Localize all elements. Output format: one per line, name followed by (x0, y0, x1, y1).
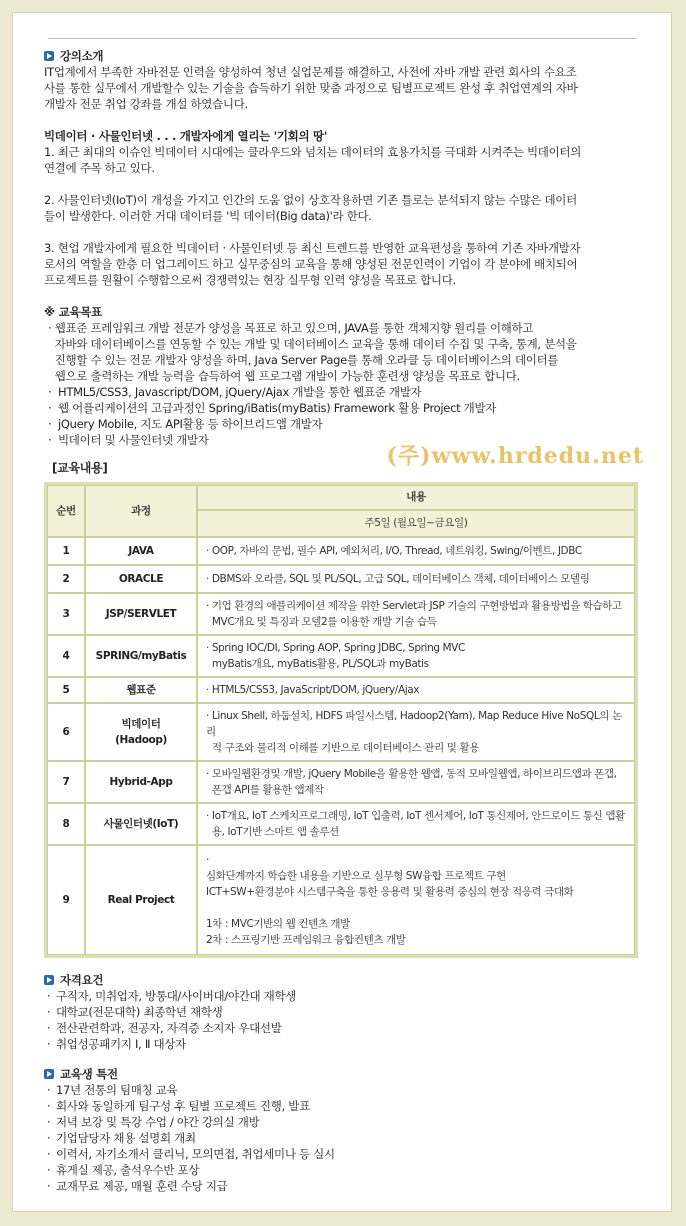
goals-item: · 빅데이터 및 사물인터넷 개발자 (44, 432, 644, 448)
goals-item: · 웹 어플리케이션의 고급과정인 Spring/iBatis(myBatis) Framework 활용 Project 개발자 (44, 400, 644, 416)
curriculum-label: [교육내용] (52, 461, 108, 475)
detail-line: ICT+SW+환경분야 시스템구축을 통한 응용력 및 활용력 중심의 현장 적응력 극대화 (206, 886, 574, 898)
table-row (47, 845, 635, 955)
goals-desc-line: 자바와 데이터베이스를 연동할 수 있는 개발 및 데이터베이스 교육을 통해 데이터 수집 및 구축, 통계, 분석을 (48, 337, 577, 351)
detail-line: 1차 : MVC기반의 웹 컨텐츠 개발 (206, 918, 350, 930)
detail-line: · 기업 환경의 애플리케이션 제작을 위한 Servlet과 JSP 기술의 구현방법과 활용방법을 학습하고 (206, 600, 622, 612)
row-detail (197, 565, 635, 593)
header-schedule: 주5일 (월요일~금요일) (197, 510, 635, 537)
row-course: JSP/SERVLET (85, 593, 197, 635)
curriculum-table (44, 482, 638, 958)
qualification-list (44, 988, 644, 1052)
benefits-item: · 이력서, 자기소개서 클리닉, 모의면접, 취업세미나 등 실시 (44, 1146, 644, 1162)
site-watermark: (주)www.hrdedu.net (386, 443, 644, 469)
detail-line: · 모바일웹환경및 개발, jQuery Mobile을 활용한 웹앱, 동적 모바일웹앱, 하이브리드앱과 폰갭, (206, 768, 617, 780)
benefits-item: · 기업담당자 채용 설명회 개최 (44, 1130, 644, 1146)
row-number: 5 (47, 677, 85, 703)
goals-desc-line: 진행할 수 있는 전문 개발자 양성을 하며, Java Server Page를 통해 오라클 등 데이터베이스의 데이터를 (48, 353, 559, 367)
table-row (47, 537, 635, 565)
goals-item: · jQuery Mobile, 지도 API활용 등 하이브리드앱 개발자 (44, 416, 644, 432)
row-detail (197, 537, 635, 565)
row-detail (197, 845, 635, 955)
detail-line: myBatis개요, myBatis활용, PL/SQL과 myBatis (206, 658, 429, 670)
goals-desc-line: 웹으로 출력하는 개발 능력을 습득하여 웹 프로그램 개발이 가능한 훈련생 양성을 목표로 합니다. (48, 369, 520, 383)
benefits-item: · 휴게실 제공, 출석우수반 포상 (44, 1162, 644, 1178)
goals-desc-line: · 웹표준 프레임워크 개발 전문가 양성을 목표로 하고 있으며, JAVA를 통한 객체지향 원리를 이해하고 (48, 321, 534, 335)
bigdata-p2-line: 들이 발생한다. 이러한 거대 데이터를 '빅 데이터(Big data)'라 한다. (44, 209, 372, 223)
detail-line: · OOP, 자바의 문법, 필수 API, 예외처리, I/O, Thread, 네트워킹, Swing/이벤트, JDBC (206, 545, 582, 557)
intro-heading (44, 48, 644, 64)
row-detail (197, 593, 635, 635)
row-course: Hybrid-App (85, 761, 197, 803)
section-arrow-icon (44, 51, 54, 61)
row-course: JAVA (85, 537, 197, 565)
table-row (47, 677, 635, 703)
qualification-heading (44, 972, 644, 988)
qualification-item: · 전산관련학과, 전공자, 자격증 소지자 우대선발 (44, 1020, 644, 1036)
table-row (47, 593, 635, 635)
benefits-item: · 회사와 동일하게 팀구성 후 팀별 프로젝트 진행, 발표 (44, 1098, 644, 1114)
row-course: Real Project (85, 845, 197, 955)
row-course (85, 703, 197, 761)
curriculum-block (44, 443, 644, 958)
row-course: SPRING/myBatis (85, 635, 197, 677)
row-detail (197, 803, 635, 845)
qualification-item: · 구직자, 미취업자, 방통대/사이버대/야간대 재학생 (44, 988, 644, 1004)
course-line: (Hadoop) (115, 734, 167, 746)
detail-line: · IoT개요, IoT 스케치프로그래밍, IoT 입출력, IoT 센서제어, IoT 통신제어, 안드로이드 통신 앱활 (206, 810, 625, 822)
detail-line: · Spring IOC/DI, Spring AOP, Spring JDBC, Spring MVC (206, 642, 465, 654)
bigdata-p3-line: 로서의 역할을 한층 더 업그레이드 하고 실무중심의 교육을 통해 양성된 전문인력이 기업이 각 분야에 배치되어 (44, 257, 578, 271)
bigdata-p1-line: 1. 최근 최대의 이슈인 빅데이터 시대에는 클라우드와 넘치는 데이터의 효용가치를 극대화 시켜주는 빅데이터의 (44, 145, 582, 159)
row-detail (197, 677, 635, 703)
detail-line: 2차 : 스프링기반 프레임워크 융합컨텐츠 개발 (206, 934, 406, 946)
row-course: 웹표준 (85, 677, 197, 703)
detail-line: · Linux Shell, 하둡설치, HDFS 파일시스템, Hadoop2(Yarn), Map Reduce Hive NoSQL의 논리 (206, 710, 622, 738)
detail-line: MVC개요 및 특징과 모델2를 이용한 개발 기술 습득 (206, 616, 437, 628)
row-number: 4 (47, 635, 85, 677)
qualification-item: · 대학교(전문대학) 최종학년 재학생 (44, 1004, 644, 1020)
detail-line: 적 구조와 물리적 이해를 기반으로 데이터베이스 관리 및 활용 (206, 742, 479, 754)
header-course: 과정 (85, 485, 197, 537)
goals-list (44, 384, 644, 448)
goals-item: · HTML5/CSS3, Javascript/DOM, jQuery/Ajax 개발을 통한 웹표준 개발자 (44, 384, 644, 400)
benefits-heading (44, 1066, 644, 1082)
table-row (47, 803, 635, 845)
course-line: 빅데이터 (121, 718, 161, 730)
benefits-item: · 저녁 보강 및 특강 수업 / 야간 강의실 개방 (44, 1114, 644, 1130)
row-number: 1 (47, 537, 85, 565)
intro-line: 개발자 전문 취업 강좌를 개설 하였습니다. (44, 97, 248, 111)
section-arrow-icon (44, 1069, 54, 1079)
bigdata-p3-line: 프로젝트를 원활이 수행함으로써 경쟁력있는 현장 실무형 인력 양성을 목표로 합니다. (44, 273, 456, 287)
benefits-list (44, 1082, 644, 1194)
detail-line: · DBMS와 오라클, SQL 및 PL/SQL, 고급 SQL, 데이터베이스 객체, 데이터베이스 모델링 (206, 573, 590, 585)
row-number: 2 (47, 565, 85, 593)
row-detail (197, 703, 635, 761)
row-number: 8 (47, 803, 85, 845)
benefits-heading-text: 교육생 특전 (60, 1067, 118, 1081)
table-row (47, 635, 635, 677)
benefits-item: · 교재무료 제공, 매월 훈련 수당 지급 (44, 1178, 644, 1194)
benefits-item: · 17년 전통의 팀매칭 교육 (44, 1082, 644, 1098)
bigdata-heading: 빅데이터 · 사물인터넷 . . . 개발자에게 열리는 '기회의 땅' (44, 129, 328, 143)
row-number: 6 (47, 703, 85, 761)
section-arrow-icon (44, 975, 54, 985)
qualification-item: · 취업성공패키지 Ⅰ, Ⅱ 대상자 (44, 1036, 644, 1052)
detail-line: 심화단계까지 학습한 내용을 기반으로 실무형 SW융합 프로젝트 구현 (206, 870, 506, 882)
qualification-heading-text: 자격요건 (60, 973, 104, 987)
bigdata-p3-line: 3. 현업 개발자에게 필요한 빅데이터 · 사물인터넷 등 최신 트렌드를 반영한 교육편성을 통하여 기존 자바개발자 (44, 241, 581, 255)
intro-heading-text: 강의소개 (60, 49, 104, 63)
row-number: 3 (47, 593, 85, 635)
intro-line: IT업계에서 부족한 자바전문 인력을 양성하여 청년 실업문제를 해결하고, 사전에 자바 개발 관련 회사의 수요조 (44, 65, 577, 79)
detail-line: · HTML5/CSS3, JavaScript/DOM, jQuery/Ajax (206, 684, 420, 696)
goals-heading: ※ 교육목표 (44, 305, 102, 319)
header-no: 순번 (47, 485, 85, 537)
row-number: 7 (47, 761, 85, 803)
top-divider (48, 38, 636, 39)
row-course: ORACLE (85, 565, 197, 593)
main-content (44, 48, 644, 1194)
table-row (47, 703, 635, 761)
row-detail (197, 635, 635, 677)
row-number: 9 (47, 845, 85, 955)
table-row (47, 565, 635, 593)
header-content: 내용 (197, 485, 635, 510)
bigdata-p1-line: 연결에 주목 하고 있다. (44, 161, 155, 175)
detail-line: 폰갭 API를 활용한 앱제작 (206, 784, 324, 796)
detail-line: · (206, 854, 209, 866)
table-row (47, 761, 635, 803)
row-detail (197, 761, 635, 803)
row-course: 사물인터넷(IoT) (85, 803, 197, 845)
detail-line: 용, IoT기반 스마트 앱 솔루션 (206, 826, 339, 838)
bigdata-p2-line: 2. 사물인터넷(IoT)이 개성을 가지고 인간의 도움 없이 상호작용하면 기존 틀로는 분석되지 않는 수많은 데이터 (44, 193, 577, 207)
intro-line: 사를 통한 실무에서 개발할수 있는 기술을 습득하기 위한 맞춤 과정으로 팀별프로젝트 완성 후 취업연계의 자바 (44, 81, 578, 95)
